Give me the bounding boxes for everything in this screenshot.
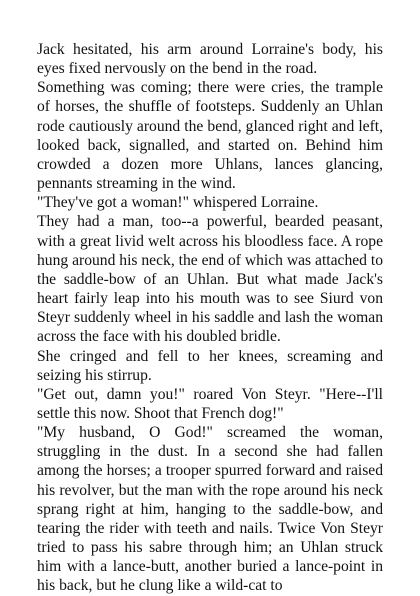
paragraph: "My husband, O God!" screamed the woman, struggling in the dust. In a second she had fallen among the horses; a trooper spurred forward and raised his revolver, but the man with the rope around his neck sprang right at him, hanging to the saddle-bow, and tearing the rider with teeth and nails. Twice Von Steyr tried to pass his sabre through him; an Uhlan struck him with a lance-butt, another buried a lance-point in his back, but he clung like a wild-cat to — [37, 424, 383, 595]
paragraph: Jack hesitated, his arm around Lorraine's body, his eyes fixed nervously on the bend in the road. — [37, 41, 383, 78]
paragraph: "Get out, damn you!" roared Von Steyr. "Here--I'll settle this now. Shoot that French dog!" — [37, 385, 383, 422]
paragraph: Something was coming; there were cries, the trample of horses, the shuffle of footsteps. Suddenly an Uhlan rode cautiously around the bend, glanced right and left, looked back, signalled, and started on. Behind him crowded a dozen more Uhlans, lances glancing, pennants streaming in the wind. — [37, 79, 383, 193]
paragraph: They had a man, too--a powerful, bearded peasant, with a great livid welt across his bloodless face. A rope hung around his neck, the end of which was attached to the saddle-bow of an Uhlan. But what made Jack's heart fairly leap into his mouth was to see Siurd von Steyr suddenly wheel in his saddle and lash the woman across the face with his doubled bridle. — [37, 213, 383, 346]
page-text — [37, 40, 383, 596]
paragraph: She cringed and fell to her knees, screaming and seizing his stirrup. — [37, 347, 383, 384]
paragraph: "They've got a woman!" whispered Lorraine. — [37, 194, 319, 212]
